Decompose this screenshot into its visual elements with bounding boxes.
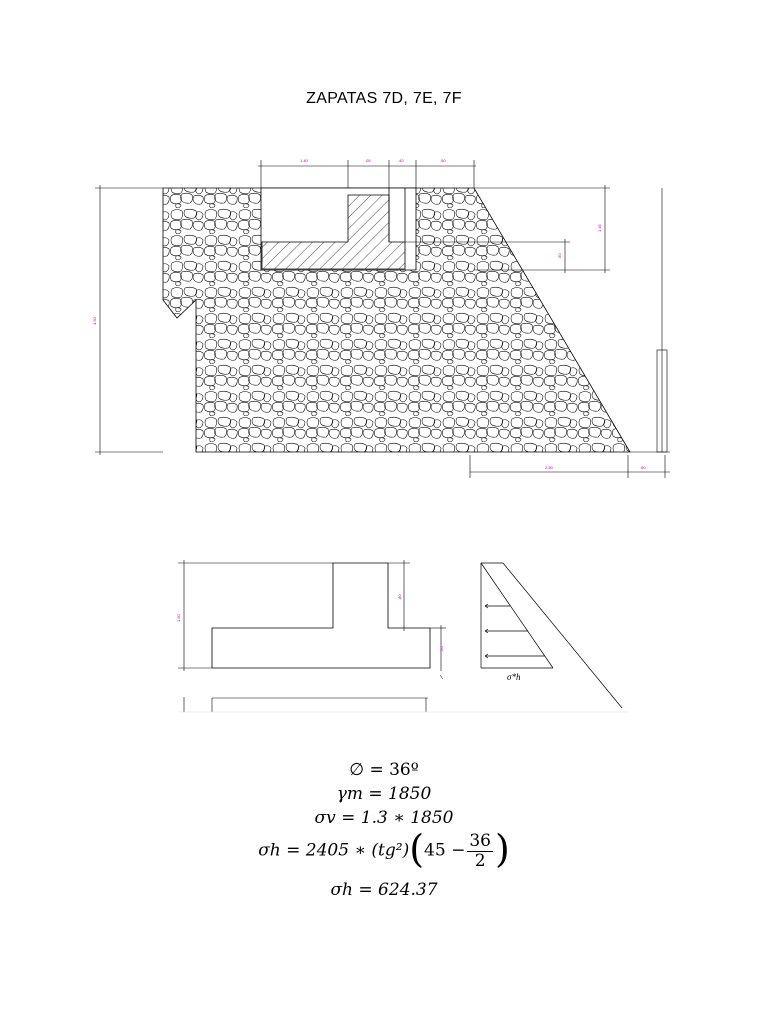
dim-right-b: .50	[557, 253, 562, 259]
dim-top-1: 1.40	[300, 158, 308, 163]
pressure-diagram	[481, 563, 622, 708]
dim-base-height: .50	[439, 646, 444, 652]
equation-sigma-v: σv = 1.3 ∗ 1850	[314, 808, 454, 828]
dim-top-3: .40	[398, 158, 404, 163]
dim-top-4: .50	[440, 158, 446, 163]
dim-bottom-1: 2.50	[545, 465, 553, 470]
dim-footing-height: 1.50	[176, 614, 181, 622]
dim-bottom-2: .50	[640, 465, 646, 470]
dim-stem-height: .80	[397, 594, 402, 600]
equation-phi: ∅ = 36º	[349, 760, 419, 780]
equation-sigma-h-formula: σh = 2405 ∗ (tg²)(45 − $\frac{36}{2}$ )	[258, 827, 510, 872]
page-title: ZAPATAS 7D, 7E, 7F	[306, 90, 462, 107]
wall-section	[163, 188, 630, 452]
pressure-label: σ*h	[507, 672, 521, 682]
equation-sigma-h-result: σh = 624.37	[330, 880, 438, 900]
dim-right-a: 1.45	[597, 224, 602, 232]
equation-gamma: γm = 1850	[336, 784, 432, 804]
footing-profile	[178, 560, 630, 712]
dim-left-height: 4.50	[92, 317, 97, 325]
dim-top-2: .05	[365, 158, 371, 163]
